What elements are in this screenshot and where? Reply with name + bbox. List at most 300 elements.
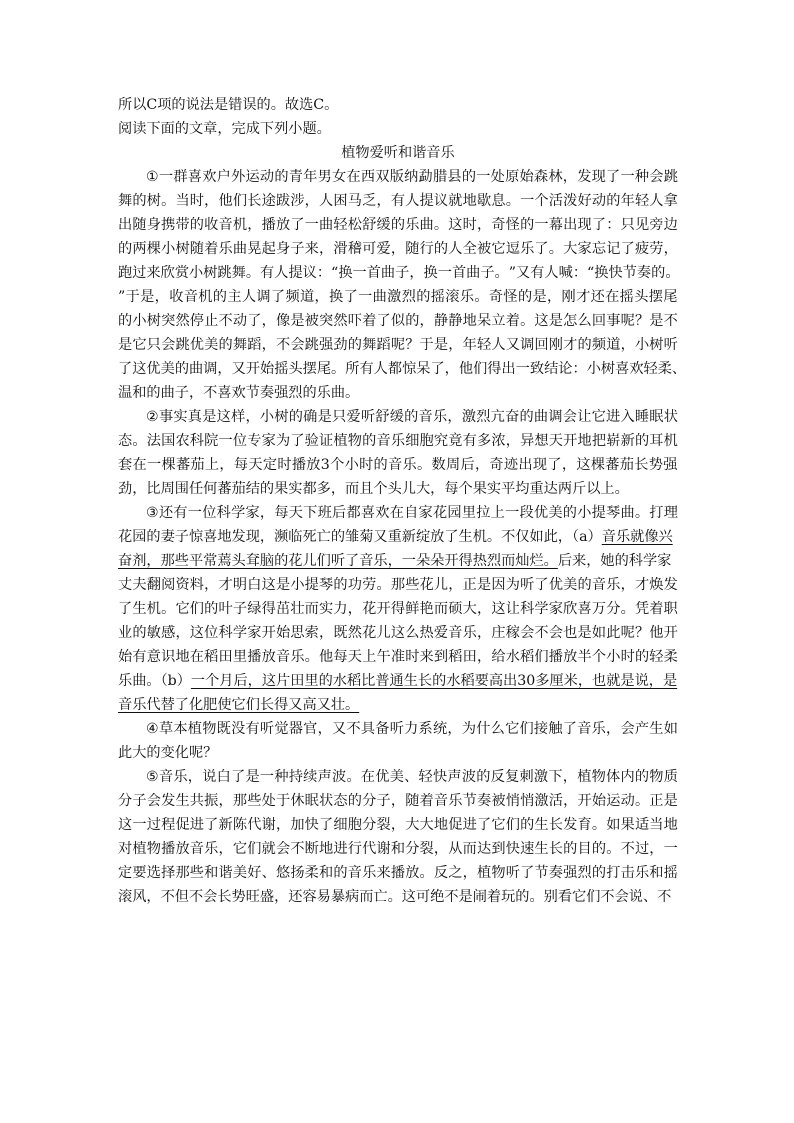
article-line (118, 213, 678, 237)
article-char: 国 (161, 433, 176, 449)
article-char: 一 (304, 217, 319, 233)
article-char: 琴 (606, 505, 621, 521)
article-char: ， (606, 721, 621, 737)
article-char: 突 (161, 313, 176, 329)
article-char: 植 (333, 433, 348, 449)
article-char: 的 (204, 601, 219, 617)
article-char: 乐 (290, 649, 305, 665)
article-char: 棵 (590, 457, 606, 473)
article-char: 后 (332, 505, 347, 521)
article-char: 的 (390, 217, 406, 233)
article-char: 机 (232, 217, 248, 233)
article-char: 怪 (505, 217, 520, 233)
article-char: 半 (577, 649, 592, 665)
article-char: 是 (548, 313, 563, 329)
article-char: 止 (204, 313, 219, 329)
article-char: 在 (360, 769, 376, 785)
article-char: 而 (462, 841, 477, 857)
article-char: 的 (517, 289, 533, 305)
article-char: 长 (548, 817, 563, 833)
article-char: 胞 (419, 433, 434, 449)
article-char: 稻 (204, 649, 219, 665)
article-char: 来 (376, 865, 391, 881)
article-char: 植 (476, 865, 492, 881)
article-char: 会 (146, 793, 161, 809)
article-char: 的 (577, 577, 592, 593)
article-char: 户 (216, 169, 231, 185)
article-char: 家 (418, 505, 433, 521)
article-char: 乐 (218, 241, 233, 257)
article-char: 。 (132, 433, 147, 449)
article-char: 又 (516, 265, 531, 281)
article-char: 状 (663, 409, 678, 425)
article-char: 一 (663, 841, 678, 857)
article-char: 机 (663, 433, 678, 449)
article-char: 物 (347, 433, 362, 449)
article-char: 什 (476, 721, 491, 737)
article-char: 细 (333, 817, 348, 833)
article-char: 喜 (615, 361, 630, 377)
article-char: 长 (634, 457, 649, 473)
article-char: 了 (118, 361, 133, 377)
article-char: 一 (620, 169, 635, 185)
article-char: 会 (161, 337, 176, 353)
article-char: 振 (204, 793, 219, 809)
article-char: 快 (505, 841, 520, 857)
article-char: 了 (290, 217, 305, 233)
article-line (118, 861, 678, 885)
article-char: 尾 (663, 289, 678, 305)
article-char: 思 (290, 625, 305, 641)
article-char: 白 (216, 769, 231, 785)
article-char: 觉 (274, 721, 289, 737)
article-char: 晃 (247, 241, 262, 257)
article-char: ， (219, 457, 234, 473)
article-char: 因 (491, 577, 506, 593)
article-char: 快 (608, 265, 623, 281)
article-char: 像 (275, 313, 291, 329)
article-char: 的 (634, 433, 650, 449)
article-char: ， (447, 409, 462, 425)
article-char: 。 (304, 649, 319, 665)
article-char: 小 (586, 361, 601, 377)
article-char: 快 (304, 817, 319, 833)
article-char: 人 (649, 193, 664, 209)
article-char: 途 (261, 193, 276, 209)
article-char: 始 (519, 169, 534, 185)
article-char: 柔 (657, 361, 672, 377)
article-char: 田 (218, 649, 233, 665)
article-char: 才 (218, 577, 233, 593)
article-char: 波 (332, 769, 347, 785)
article-char: 被 (491, 793, 506, 809)
article-char: 职 (663, 601, 678, 617)
article-char: 乐 (390, 433, 406, 449)
article-char: 音 (433, 793, 449, 809)
article-char: 那 (175, 865, 190, 881)
article-line (118, 405, 678, 429)
article-char: 。 (548, 241, 563, 257)
article-char: 究 (433, 433, 449, 449)
article-char: 们 (519, 721, 534, 737)
article-char: 他 (649, 625, 664, 641)
article-title (118, 141, 678, 165)
article-char: 一 (158, 169, 174, 185)
article-char: 美 (204, 337, 219, 353)
article-char: 地 (663, 817, 678, 833)
article-char: 人 (319, 193, 334, 209)
article-char: 过 (132, 265, 147, 281)
article-char: ， (474, 457, 490, 473)
article-char: 出 (118, 217, 133, 233)
article-char: 的 (288, 409, 303, 425)
article-char: 外 (231, 169, 246, 185)
article-char: 静 (448, 313, 463, 329)
article-char: 尾 (316, 361, 332, 377)
article-char: ， (187, 769, 202, 785)
article-char: 。 (419, 865, 434, 881)
article-char: 长 (548, 841, 563, 857)
article-char: 一 (534, 217, 549, 233)
article-char: 息 (491, 193, 506, 209)
article-char: 版 (389, 169, 404, 185)
article-char: 进 (189, 817, 204, 833)
article-char: 是 (433, 337, 449, 353)
article-char: 全 (462, 241, 477, 257)
article-char: 节 (462, 793, 477, 809)
article-char: 的 (416, 289, 431, 305)
article-char: 拉 (476, 505, 491, 521)
article-char: 听 (663, 337, 678, 353)
article-char: 曲 (319, 217, 334, 233)
article-char: 套 (118, 457, 133, 473)
article-char: 家 (577, 241, 592, 257)
article-char: 树 (203, 265, 218, 281)
article-char: 美 (563, 577, 578, 593)
article-char: ， (476, 601, 492, 617)
article-char: 到 (433, 649, 449, 665)
article-char: 么 (577, 313, 592, 329)
article-char: 换 (594, 265, 609, 281)
article-char: 击 (620, 865, 635, 881)
article-char: 激 (534, 793, 549, 809)
article-char: 小 (259, 409, 275, 425)
article-char: 新 (620, 433, 635, 449)
article-line (118, 357, 687, 381)
article-char: 焕 (649, 577, 664, 593)
article-char: 好 (577, 193, 592, 209)
article-char: 他 (218, 193, 233, 209)
article-segment: 滚风，不但不会长势旺盛，还容易暴病而亡。这可绝不是闹着玩的。别看它们不会说、不 (118, 889, 672, 905)
article-char: 开 (376, 601, 391, 617)
article-char: 了 (562, 721, 577, 737)
article-char: 爱 (376, 241, 391, 257)
article-char: 优 (375, 769, 390, 785)
article-char: 出 (518, 457, 533, 473)
article-char: 地 (577, 433, 592, 449)
article-char: “ (331, 265, 339, 281)
article-char: 松 (347, 217, 362, 233)
article-char: 具 (360, 721, 376, 737)
article-char: 的 (651, 265, 666, 281)
article-line (118, 573, 678, 597)
article-char: 浓 (491, 433, 506, 449)
article-char: ， (476, 625, 492, 641)
article-char: 崭 (606, 433, 621, 449)
article-char: 轻 (476, 337, 492, 353)
article-char: 人 (373, 361, 388, 377)
article-char: 索 (304, 625, 319, 641)
article-char: 裂 (376, 817, 391, 833)
article-char: 怪 (503, 289, 518, 305)
article-char: 在 (605, 289, 620, 305)
article-char: 摇 (619, 289, 634, 305)
article-char: 又 (332, 721, 347, 737)
article-char: 激 (533, 769, 549, 785)
article-char: 始 (260, 361, 275, 377)
article-char: 谐 (218, 865, 233, 881)
article-char: 这 (448, 217, 463, 233)
article-char: 着 (204, 241, 219, 257)
article-char: 强 (663, 457, 678, 473)
article-char: 始 (275, 625, 291, 641)
article-char: 似 (390, 313, 406, 329)
article-char: 呆 (476, 313, 492, 329)
article-char: 3 (320, 457, 330, 473)
article-char: 又 (505, 337, 520, 353)
article-char: 。 (245, 265, 261, 281)
article-line (118, 549, 678, 573)
article-char: 出 (501, 361, 516, 377)
article-char: 了 (247, 313, 262, 329)
article-char: ， (390, 241, 406, 257)
article-char: 了 (343, 289, 358, 305)
article-char: 稻 (448, 649, 463, 665)
article-char: 功 (347, 577, 362, 593)
article-char: 频 (285, 289, 300, 305)
article-char: 处 (261, 793, 276, 809)
article-char: 那 (232, 793, 248, 809)
article-char: 调 (256, 289, 271, 305)
article-char: 物 (591, 769, 606, 785)
article-char: ， (419, 313, 434, 329)
article-char: 物 (202, 721, 217, 737)
article-char: 美 (232, 865, 248, 881)
article-char: 敏 (146, 625, 161, 641)
article-char: 每 (274, 505, 289, 521)
article-char: 官 (303, 721, 318, 737)
article-char: 持 (288, 769, 303, 785)
article-char: 代 (247, 817, 262, 833)
article-char: 提 (591, 505, 606, 521)
article-char: 不 (620, 841, 635, 857)
article-char: 实 (319, 601, 334, 617)
article-char: ， (259, 505, 275, 521)
article-char: 节 (534, 865, 549, 881)
article-char: 优 (189, 337, 204, 353)
article-char: 舞 (231, 265, 246, 281)
article-char: 音 (183, 289, 198, 305)
article-char: 激 (387, 289, 402, 305)
article-char: 在 (346, 169, 361, 185)
article-char: 艳 (419, 601, 434, 617)
article-char: 曲 (232, 241, 248, 257)
article-char: 们 (505, 817, 520, 833)
article-char: 了 (520, 865, 535, 881)
article-char: 里 (232, 649, 248, 665)
article-char: 时 (189, 193, 204, 209)
article-char: 悄 (505, 793, 520, 809)
article-char: 时 (359, 457, 374, 473)
article-char: 它 (175, 601, 190, 617)
article-char: ， (261, 313, 276, 329)
article-char: 听 (520, 577, 535, 593)
article-char: 如 (606, 817, 621, 833)
article-char: 曲 (533, 409, 549, 425)
article-char: 在 (389, 505, 404, 521)
article-char: 被 (304, 313, 319, 329)
article-char: 而 (304, 601, 319, 617)
article-char: ， (448, 577, 463, 593)
article-char: 这 (390, 625, 406, 641)
article-char: 选 (146, 865, 161, 881)
article-char: 激 (461, 409, 477, 425)
article-char: 阅 (161, 577, 176, 593)
article-char: 子 (395, 265, 410, 281)
article-char: 提 (304, 577, 319, 593)
article-char: 调 (203, 361, 218, 377)
article-char: 林 (548, 169, 563, 185)
article-char: 是 (317, 409, 332, 425)
article-char: 的 (373, 457, 388, 473)
article-char: 力 (333, 601, 348, 617)
article-char: 么 (405, 625, 420, 641)
article-char: 乏 (362, 193, 377, 209)
article-char: 子 (232, 601, 248, 617)
article-char: 音 (591, 577, 607, 593)
article-char: 夫 (132, 577, 147, 593)
article-char: 茄 (619, 457, 634, 473)
article-char: 了 (319, 817, 334, 833)
article-char: 谢 (376, 841, 391, 857)
article-char: 地 (319, 841, 334, 857)
article-char: 丈 (118, 577, 133, 593)
article-char: 是 (202, 409, 217, 425)
article-char: 是 (663, 793, 678, 809)
article-char: 态 (333, 793, 348, 809)
article-char: 种 (634, 169, 650, 185)
article-char: 些 (405, 577, 420, 593)
article-char: 它 (132, 337, 147, 353)
article-char: 资 (175, 577, 190, 593)
article-char: ， (261, 337, 276, 353)
article-char: 过 (634, 841, 650, 857)
article-char: 活 (548, 193, 563, 209)
article-char: 亢 (490, 409, 505, 425)
article-char: 原 (505, 169, 520, 185)
article-char: 果 (620, 817, 635, 833)
article-char: 。 (606, 841, 621, 857)
article-char: 听 (259, 721, 275, 737)
article-char: 声 (447, 769, 462, 785)
article-char: 睡 (634, 409, 650, 425)
article-char: 然 (347, 625, 362, 641)
article-char: 人 (544, 265, 559, 281)
article-char: 内 (620, 769, 635, 785)
article-char: 的 (461, 169, 477, 185)
article-char: ？ (405, 337, 420, 353)
article-char: 不 (534, 625, 549, 641)
article-char: ， (444, 361, 459, 377)
article-char: 时 (462, 217, 477, 233)
article-char: 所 (345, 361, 360, 377)
article-char: ⑤ (146, 769, 159, 785)
article-char: 首 (451, 265, 467, 281)
article-char: 的 (132, 625, 147, 641)
article-char: 烈 (476, 409, 491, 425)
article-char: 之 (448, 865, 463, 881)
article-char: 起 (261, 241, 276, 257)
article-line (118, 717, 678, 741)
article-char: ， (204, 577, 219, 593)
article-segment: 后来，她的科学家 (557, 553, 672, 569)
article-char: ， (447, 721, 462, 737)
article-line (118, 645, 678, 669)
article-line (118, 381, 678, 405)
article-char: 适 (634, 817, 650, 833)
article-char: 女 (332, 169, 347, 185)
article-char: 发 (563, 817, 578, 833)
article-line (118, 621, 678, 645)
article-char: 身 (146, 217, 161, 233)
article-char: 庄 (491, 625, 506, 641)
article-char: 两 (132, 241, 147, 257)
article-char: 播 (247, 649, 262, 665)
article-char: 跳 (217, 265, 232, 281)
article-line (118, 261, 678, 285)
article-char: 男 (317, 169, 332, 185)
article-char: 接 (533, 721, 549, 737)
article-char: 换 (329, 289, 344, 305)
article-char: 。 (505, 193, 520, 209)
article-char: 美 (389, 769, 404, 785)
article-char: 儿 (376, 625, 391, 641)
article-char: 舒 (375, 409, 390, 425)
article-char: 既 (333, 625, 348, 641)
article-char: 琴 (319, 577, 334, 593)
article-char: 滑 (333, 241, 348, 257)
article-char: 定 (262, 457, 278, 473)
article-char: ， (562, 769, 577, 785)
article-char: 得 (261, 601, 276, 617)
article-char: ， (433, 841, 449, 857)
article-char: 呢 (620, 625, 635, 641)
article-line (118, 309, 678, 333)
article-char: 滚 (445, 289, 460, 305)
article-char: 人 (405, 193, 420, 209)
article-char: 是 (577, 625, 592, 641)
article-char: 自 (404, 505, 419, 521)
article-char: 摇 (663, 865, 678, 881)
article-char: 裂 (419, 841, 434, 857)
article-char: 音 (275, 649, 291, 665)
article-char: 正 (462, 577, 477, 593)
article-char: ， (218, 841, 233, 857)
article-char: 意 (146, 649, 161, 665)
article-char: 统 (432, 721, 448, 737)
article-char: 它 (232, 841, 248, 857)
article-char: 才 (576, 289, 591, 305)
